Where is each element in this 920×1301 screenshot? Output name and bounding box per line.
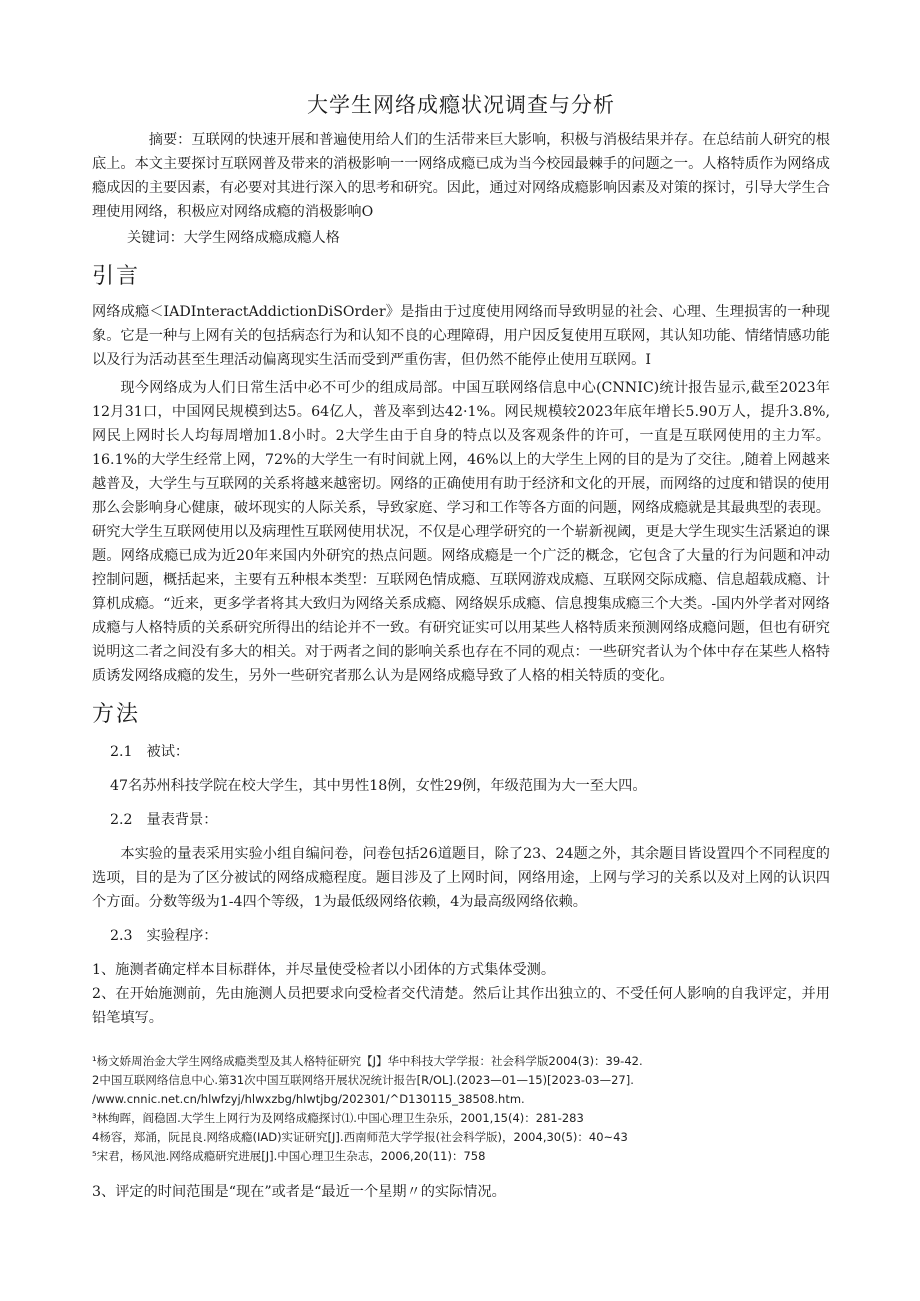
footnote-2: 2中国互联网络信息中心.第31次中国互联网络开展状况统计报告[R/OL].(2023—01—15)[2023-03—27].: [92, 1073, 634, 1087]
footnote-3: ³林绚晖，阎稳固.大学生上网行为及网络成瘾探讨⑴.中国心理卫生杂乐，2001,15(4)：281-283: [92, 1111, 584, 1125]
intro-heading: 引言: [92, 264, 141, 289]
section-2-1-label: 被试：: [146, 744, 190, 760]
section-2-3-label: 实验程序：: [146, 928, 218, 944]
procedure-step-3: 3、评定的时间范围是“现在”或者是“最近一个星期〃的实际情况。: [92, 1184, 506, 1200]
section-2-2-heading: [92, 808, 830, 832]
section-2-2-text: 本实验的量表采用实验小组自编问卷，问卷包括26道题目，除了23、24题之外，其余题目皆设置四个不同程度的选项，目的是为了区分被试的网络成瘾程度。题目涉及了上网时间，网络用途，上网与学习的关系以及对上网的认识四个方面。分数等级为1-4四个等级，1为最低级网络依赖，4为最高级网络依赖。: [92, 846, 830, 910]
footnote-5: ⁵宋君，杨风池.网络成瘾研究进展[J].中国心理卫生杂志，2006,20(11)：758: [92, 1149, 486, 1163]
section-2-1-text: 47名苏州科技学院在校大学生，其中男性18例，女性29例，年级范围为大一至大四。: [110, 778, 647, 794]
section-2-2-number: 2.2: [110, 812, 133, 828]
section-2-3-number: 2.3: [110, 928, 133, 944]
document-body: [92, 90, 830, 1204]
footnotes: [92, 1052, 830, 1166]
intro-paragraph-1: 网络成瘾＜IADInteractAddictionDiSOrder》是指由于过度使用网络而导致明显的社会、心理、生理损害的一种现象。它是一种与上网有关的包括病态行为和认知不良的心理障碍，用户因反复使用互联网，其认知功能、情绪情感功能以及行为活动甚至生理活动偏离现实生活而受到严重伤害，但仍然不能停止使用互联网。I: [92, 304, 830, 368]
intro-paragraph-2: 现今网络成为人们日常生活中必不可少的组成局部。中国互联网络信息中心(CNNIC)统计报告显示,截至2023年12月31口，中国网民规模到达5。64亿人，普及率到达42·1%。网民规模较2023年底年增长5.90万人，提升3.8%,网民上网时长人均每周增加1.8小时。2大学生由于自身的特点以及客观条件的许可，一直是互联网使用的主力军。16.1%的大学生经常上网，72%的大学生一有时间就上网，46%以上的大学生上网的目的是为了交往。,随着上网越来越普及，大学生与互联网的关系将越来越密切。网络的正确使用有助于经济和文化的开展，而网络的过度和错误的使用那么会影响身心健康，破坏现实的人际关系，导致家庭、学习和工作等各方面的问题，网络成瘾就是其最典型的表现。研究大学生互联网使用以及病理性互联网使用状况，不仅是心理学研究的一个崭新视阈，更是大学生现实生活紧迫的课题。网络成瘾已成为近20年来国内外研究的热点问题。网络成瘾是一个广泛的概念，它包含了大量的行为问题和冲动控制问题，概括起来，主要有五种根本类型：互联网色情成瘾、互联网游戏成瘾、互联网交际成瘾、信息超载成瘾、计算机成瘾。“近来，更多学者将其大致归为网络关系成瘾、网络娱乐成瘾、信息搜集成瘾三个大类。-国内外学者对网络成瘾与人格特质的关系研究所得出的结论并不一致。有研究证实可以用某些人格特质来预测网络成瘾问题，但也有研究说明这二者之间没有多大的相关。对于两者之间的影响关系也存在不同的观点：一些研究者认为个体中存在某些人格特质诱发网络成瘾的发生，另外一些研究者那么认为是网络成瘾导致了人格的相关特质的变化。: [92, 380, 830, 684]
method-heading: 方法: [92, 702, 141, 727]
footnote-2-url: /www.cnnic.net.cn/hlwfzyj/hlwxzbg/hlwtjbg/202301/^D130115_38508.htm.: [92, 1092, 525, 1106]
section-2-3-heading: [92, 924, 830, 948]
procedure-step-2: 2、在开始施测前，先由施测人员把要求向受检者交代清楚。然后让其作出独立的、不受任何人影响的自我评定，并用铅笔填写。: [92, 986, 830, 1026]
page-title: 大学生网络成瘾状况调查与分析: [307, 93, 615, 117]
section-2-1-heading: [92, 740, 830, 764]
section-2-2-label: 量表背景：: [146, 812, 218, 828]
footnote-1: ¹杨文娇周治金大学生网络成瘾类型及其人格特征研究【J】华中科技大学学报：社会科学版2004(3)：39-42.: [92, 1054, 643, 1068]
footnote-4: 4杨容，郑涌，阮昆良.网络成瘾(IAD)实证研究[J].西南师范大学学报(社会科学版)，2004,30(5)：40~43: [92, 1130, 628, 1144]
section-2-1-number: 2.1: [110, 744, 133, 760]
keywords-line: 关键词：大学生网络成瘾成瘾人格: [127, 230, 340, 246]
procedure-step-1: 1、施测者确定样本目标群体，并尽量使受检者以小团体的方式集体受测。: [92, 962, 556, 978]
abstract-paragraph: 摘要：互联网的快速开展和普遍使用给人们的生活带来巨大影响，积极与消极结果并存。在总结前人研究的根底上。本文主要探讨互联网普及带来的消极影响一一网络成瘾已成为当今校园最棘手的问题之一。人格特质作为网络成瘾成因的主要因素，有必要对其进行深入的思考和研究。因此，通过对网络成瘾影响因素及对策的探讨，引导大学生合理使用网络，积极应对网络成瘾的消极影响O: [92, 132, 830, 220]
